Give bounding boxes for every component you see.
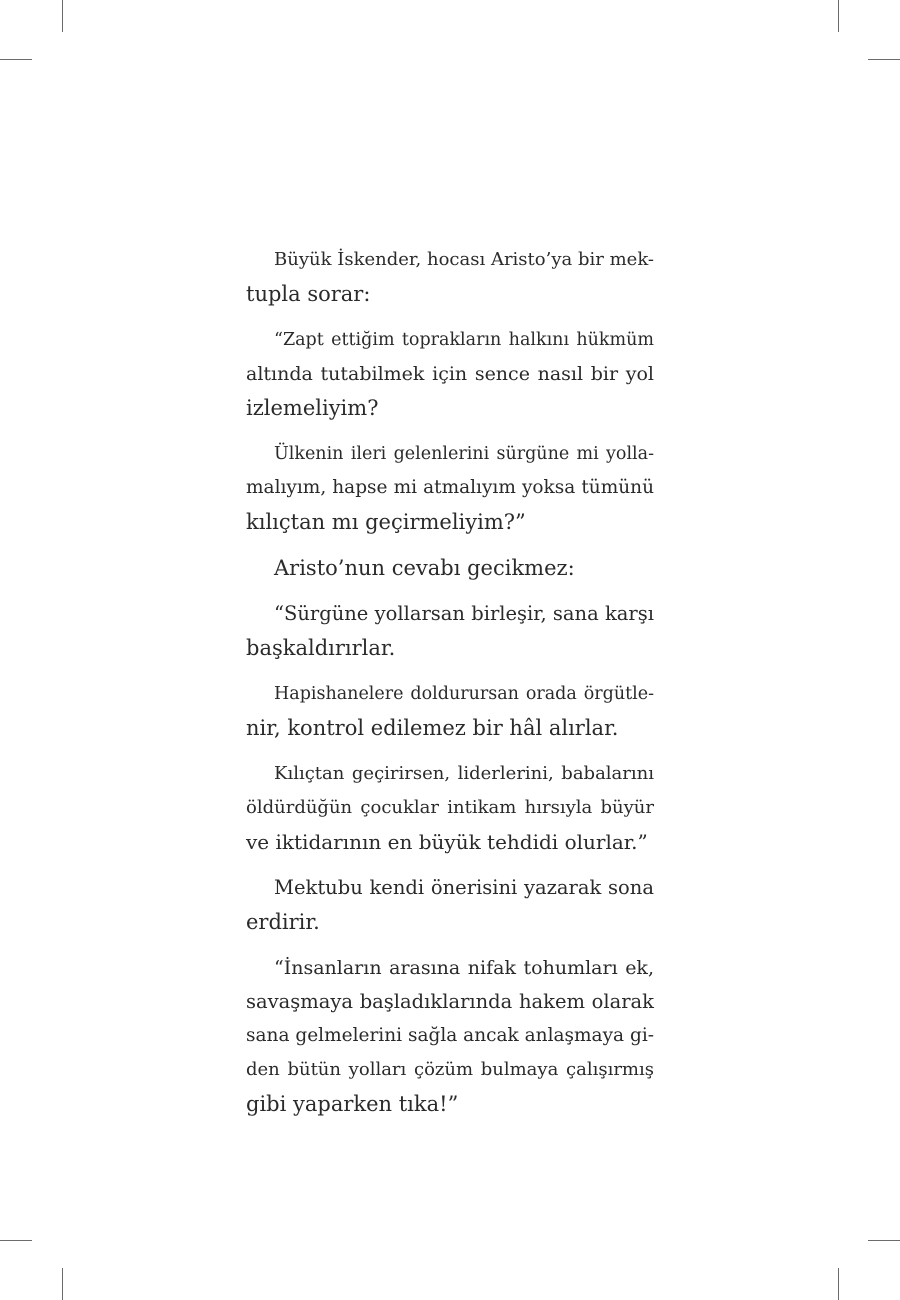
text-line: izlemeliyim? (246, 396, 379, 420)
text-line: den bütün yolları çözüm bulmaya çalışırmış (246, 1059, 654, 1080)
text-line: savaşmaya başladıklarında hakem olarak (246, 990, 654, 1013)
text-line: Mektubu kendi önerisini yazarak sona (274, 876, 654, 899)
paragraph (246, 871, 654, 939)
text-line: Aristo’nun cevabı gecikmez: (274, 556, 575, 580)
text-line: nir, kontrol edilemez bir hâl alırlar. (246, 716, 619, 740)
text-line: sana gelmelerini sağla ancak anlaşmaya gi- (246, 1025, 654, 1046)
paragraph (246, 551, 654, 585)
text-line: Büyük İskender, hocası Aristo’ya bir mek- (274, 249, 654, 270)
crop-mark-top-left-vertical (62, 0, 63, 32)
text-line: başkaldırırlar. (246, 636, 396, 660)
paragraph (246, 757, 654, 859)
paragraph (246, 951, 654, 1121)
crop-mark-bottom-left-horizontal (0, 1240, 32, 1241)
paragraph (246, 677, 654, 745)
text-line: “Zapt ettiğim toprakların halkını hükmüm (274, 330, 654, 350)
text-line: Ülkenin ileri gelenlerini sürgüne mi yolla- (274, 444, 654, 464)
text-line: ve iktidarının en büyük tehdidi olurlar.” (246, 830, 648, 854)
text-line: öldürdüğün çocuklar intikam hırsıyla büyür (246, 797, 654, 818)
text-line: gibi yaparken tıka!” (246, 1092, 459, 1116)
text-line: erdirir. (246, 910, 320, 934)
text-line: malıyım, hapse mi atmalıyım yoksa tümünü (246, 477, 654, 498)
crop-mark-top-left-horizontal (0, 59, 32, 60)
text-line: altında tutabilmek için sence nasıl bir yol (246, 363, 654, 385)
text-line: Hapishanelere doldurursan orada örgütle- (274, 684, 654, 704)
crop-mark-top-right-vertical (838, 0, 839, 32)
text-line: Kılıçtan geçirirsen, liderlerini, babalarını (274, 763, 654, 784)
paragraph (246, 437, 654, 539)
text-line: tupla sorar: (246, 282, 371, 306)
paragraph (246, 243, 654, 311)
paragraph (246, 597, 654, 665)
text-line: “Sürgüne yollarsan birleşir, sana karşı (274, 602, 654, 625)
crop-mark-bottom-right-horizontal (868, 1240, 900, 1241)
crop-mark-bottom-right-vertical (838, 1268, 839, 1300)
crop-mark-bottom-left-vertical (62, 1268, 63, 1300)
page-body-text (246, 243, 654, 1133)
crop-mark-top-right-horizontal (868, 59, 900, 60)
paragraph (246, 323, 654, 425)
text-line: “İnsanların arasına nifak tohumları ek, (274, 957, 654, 979)
text-line: kılıçtan mı geçirmeliyim?” (246, 510, 526, 534)
